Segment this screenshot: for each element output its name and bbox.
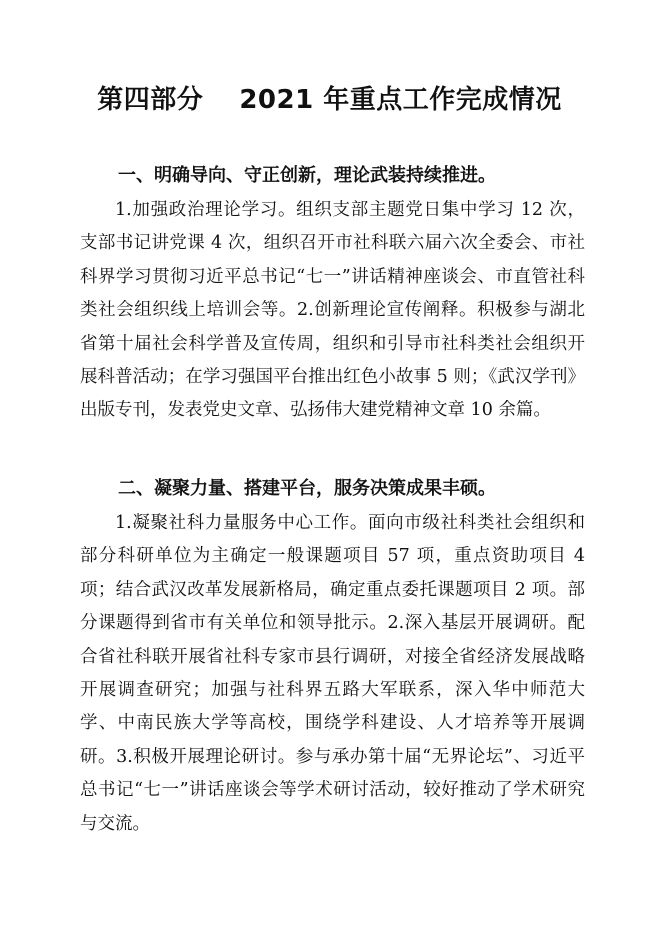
section-heading-2: 二、凝聚力量、搭建平台，服务决策成果丰硕。 xyxy=(118,478,496,499)
section-paragraph-1: 1.加强政治理论学习。组织支部主题党日集中学习 12 次，支部书记讲党课 4 次，组织召开市社科联六届六次全委会、市社科界学习贯彻习近平总书记“七一”讲话精神座谈会、市直管社科类社会组织线上培训会等。2.创新理论宣传阐释。积极参与湖北省第十届社会科学普及宣传周，组织和引导市社科类社会组织开展科普活动；在学习强国平台推出红色小故事 5 则；《武汉学刊》出版专刊，发表党史文章、弘扬伟大建党精神文章 10 余篇。 xyxy=(80,200,585,421)
section-heading-1: 一、明确导向、守正创新，理论武装持续推进。 xyxy=(118,165,496,186)
document-title: 第四部分 2021 年重点工作完成情况 xyxy=(97,85,562,115)
section-paragraph-2: 1.凝聚社科力量服务中心工作。面向市级社科类社会组织和部分科研单位为主确定一般课题项目 57 项，重点资助项目 4 项；结合武汉改革发展新格局，确定重点委托课题项目 2 项。部分课题得到省市有关单位和领导批示。2.深入基层开展调研。配合省社科联开展省社科专家市县行调研，对接全省经济发展战略开展调查研究；加强与社科界五路大军联系，深入华中师范大学、中南民族大学等高校，围绕学科建设、人才培养等开展调研。3.积极开展理论研讨。参与承办第十届“无界论坛”、习近平总书记“七一”讲话座谈会等学术研讨活动，较好推动了学术研究与交流。 xyxy=(80,513,585,834)
